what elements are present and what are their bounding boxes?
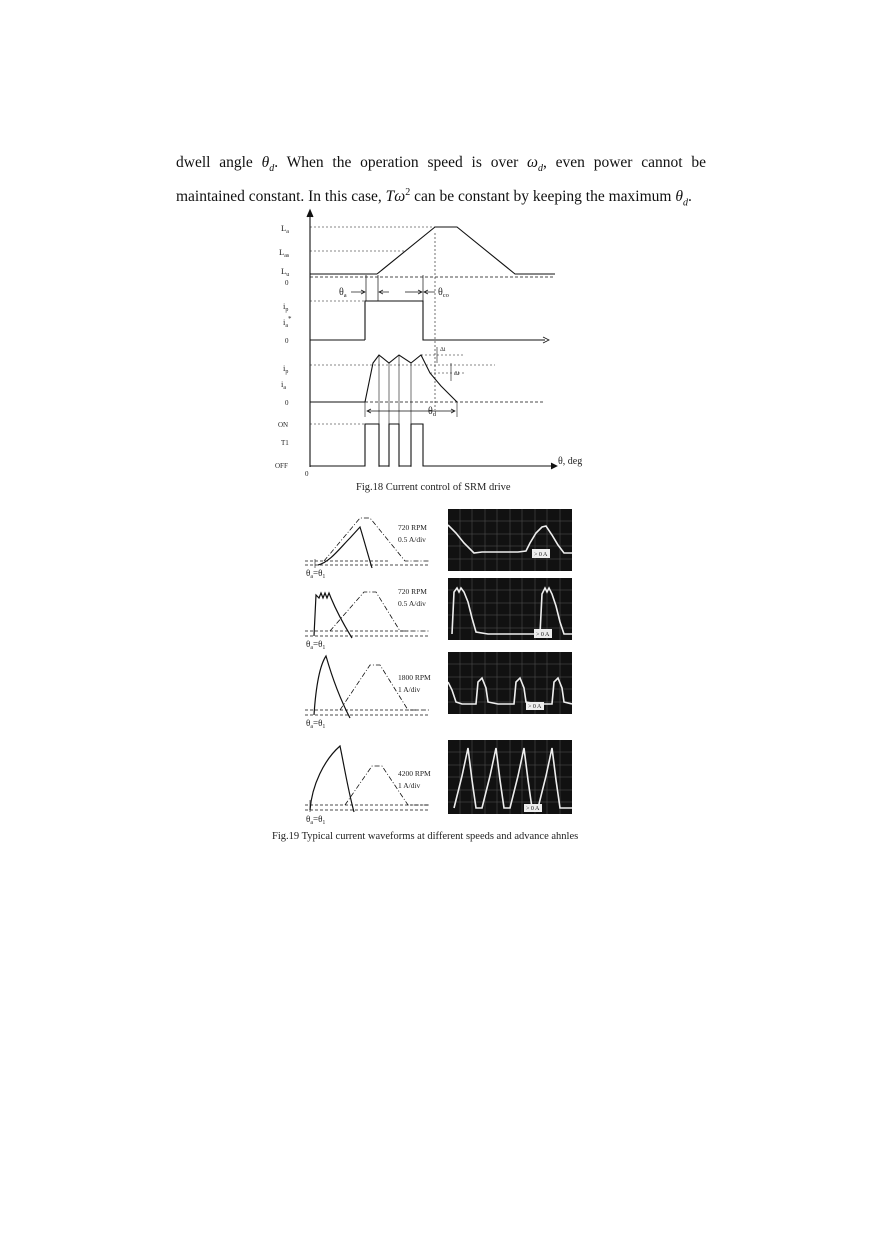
row4-rpm: 4200 RPM — [398, 769, 431, 778]
paragraph-line-1 — [176, 151, 706, 181]
subscript-d: d — [537, 163, 543, 175]
text-run: . When the operation speed is over — [274, 154, 528, 171]
fig18-switch-signal — [310, 424, 553, 466]
fig19-scope-1 — [448, 509, 572, 571]
row2-rpm: 720 RPM — [398, 587, 427, 596]
label-on: ON — [278, 421, 289, 429]
label-theta-co: $\theta_{co}$ — [438, 287, 449, 299]
label-off: OFF — [275, 462, 288, 470]
row3-current — [314, 656, 350, 718]
row3-scale: 1 A/div — [398, 685, 421, 694]
text-run: . — [687, 188, 692, 206]
label-zero-1: 0 — [285, 279, 289, 287]
symbol-theta: θ — [261, 154, 270, 171]
row3-angle-label: $\theta_a=\theta_1$ — [306, 718, 326, 730]
row4-angle-label: $\theta_a=\theta_1$ — [306, 814, 326, 826]
label-ia: $i_a$ — [281, 379, 287, 391]
label-zero-2: 0 — [285, 337, 289, 345]
row1-angle-label: $\theta_a=\theta_1$ — [306, 568, 326, 580]
fig18-inductance-profile — [377, 227, 555, 274]
fig19-scope-4 — [448, 740, 572, 814]
scope4-zero-tag: > 0 A — [526, 806, 540, 812]
label-delta-i-2: Δi — [454, 371, 460, 377]
row4-scale: 1 A/div — [398, 781, 421, 790]
fig18-reference-current — [365, 301, 545, 340]
text-run: , even power cannot be — [542, 154, 706, 171]
row1-rpm: 720 RPM — [398, 523, 427, 532]
label-zero-3: 0 — [285, 399, 289, 407]
label-Las: $L_{as}$ — [279, 247, 290, 259]
row3-rpm: 1800 RPM — [398, 673, 431, 682]
superscript-2: 2 — [405, 187, 411, 199]
label-ip-2: $i_p$ — [283, 363, 289, 375]
label-ia-star: $i_a^*$ — [283, 315, 292, 329]
row1-current — [318, 527, 372, 568]
fig18-diagram — [265, 205, 585, 480]
symbol-theta: θ — [675, 188, 683, 206]
label-t1: T1 — [281, 439, 289, 447]
fig19-caption: Fig.19 Typical current waveforms at different speeds and advance ahnles — [272, 831, 579, 842]
text-run: dwell angle — [176, 154, 262, 171]
row2-scale: 0.5 A/div — [398, 599, 426, 608]
label-delta-i-1: Δi — [440, 347, 446, 353]
label-La: $L_a$ — [281, 223, 289, 235]
subscript-d: d — [682, 197, 688, 209]
text-run: can be constant by keeping the maximum — [410, 188, 676, 206]
subscript-d: d — [269, 163, 275, 175]
fig19-scope-2 — [448, 578, 572, 640]
label-theta-d: $\theta_d$ — [428, 406, 437, 418]
row1-scale: 0.5 A/div — [398, 535, 426, 544]
fig19-sketches — [300, 510, 445, 830]
label-x-axis: θ, deg — [558, 456, 583, 467]
row2-angle-label: $\theta_a=\theta_1$ — [306, 639, 326, 651]
label-zero-4: 0 — [305, 470, 309, 478]
scope3-zero-tag: > 0 A — [528, 704, 542, 710]
fig19-scope-3 — [448, 652, 572, 714]
symbol-omega: ω — [527, 154, 538, 171]
label-theta-a: $\theta_a$ — [339, 287, 347, 299]
text-run: maintained constant. In this case, — [176, 188, 386, 206]
label-Lu: $L_u$ — [281, 266, 290, 278]
symbol-T-omega: Tω — [385, 188, 406, 206]
fig18-caption: Fig.18 Current control of SRM drive — [356, 482, 511, 493]
scope1-zero-tag: > 0 A — [534, 552, 548, 558]
scope2-zero-tag: > 0 A — [536, 632, 550, 638]
label-ip: $i_p$ — [283, 301, 289, 313]
